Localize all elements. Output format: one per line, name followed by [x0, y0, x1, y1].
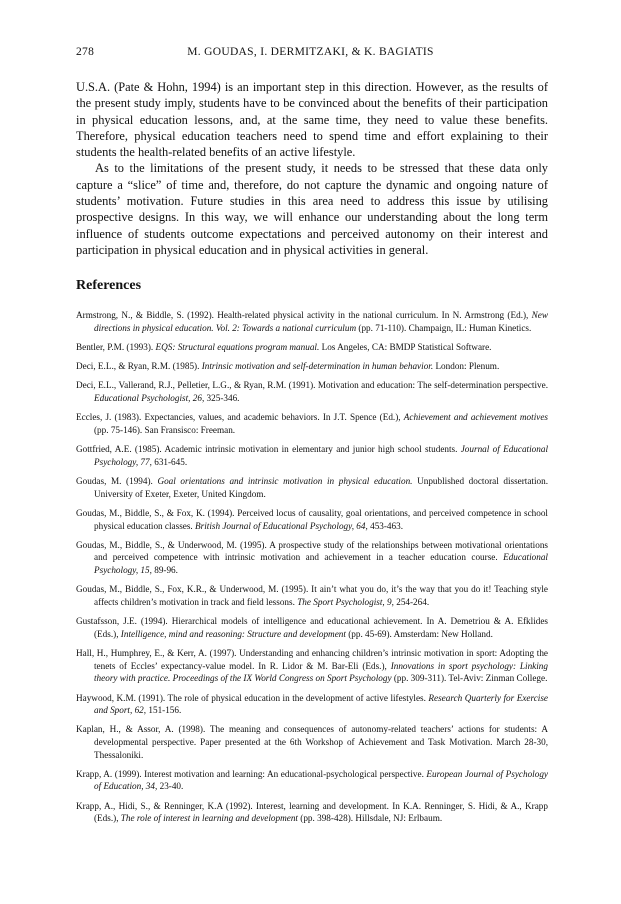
reference-entry: Deci, E.L., Vallerand, R.J., Pelletier, L.G., & Ryan, R.M. (1991). Motivation and education: The self-determination perspective. Educational Psychologist, 26, 325-346.: [76, 380, 548, 404]
references-list: [76, 309, 548, 832]
reference-entry: Bentler, P.M. (1993). EQS: Structural equations program manual. Los Angeles, CA: BMDP Statistical Software.: [76, 341, 492, 352]
reference-entry: Kaplan, H., & Assor, A. (1998). The meaning and consequences of autonomy-related teachers’ actions for students: A developmental perspective. Paper presented at the 6th Workshop of Achievement and Task Motivation. March 28-30, Thessaloniki.: [76, 724, 548, 760]
body-text: [76, 79, 548, 258]
reference-entry: Hall, H., Humphrey, E., & Kerr, A. (1997). Understanding and enhancing children’s intrinsic motivation in sport: Adopting the tenets of Eccles’ expectancy-value model. In R. Lidor & M. Bar-Eli (Eds.), Innovations in sport psychology: Linking theory with practice. Proceedings of the IX World Congress on Sport Psychology (pp. 309-311). Tel-Aviv: Zinman College.: [76, 648, 548, 684]
reference-entry: Goudas, M., Biddle, S., Fox, K.R., & Underwood, M. (1995). It ain’t what you do, it’s the way that you do it! Teaching style affects children’s motivation in track and field lessons. The Sport Psychologist, 9, 254-264.: [76, 584, 548, 607]
references-heading: References: [76, 278, 142, 293]
reference-entry: Krapp, A. (1999). Interest motivation and learning: An educational-psychological perspective. European Journal of Psychology of Education, 34, 23-40.: [76, 768, 548, 792]
reference-entry: Goudas, M., Biddle, S., & Fox, K. (1994). Perceived locus of causality, goal orientations, and perceived competence in school physical education classes. British Journal of Educational Psychology, 64, 453-463.: [76, 507, 548, 531]
page-header: [76, 46, 545, 62]
reference-entry: Haywood, K.M. (1991). The role of physical education in the development of active lifestyles. Research Quarterly for Exercise and Sport, 62, 151-156.: [76, 692, 548, 716]
reference-entry: Gustafsson, J.E. (1994). Hierarchical models of intelligence and educational achievement. In A. Demetriou & A. Efklides (Eds.), Intelligence, mind and reasoning: Structure and development (pp. 45-69). Amsterdam: New Holland.: [76, 616, 548, 639]
body-paragraph: As to the limitations of the present study, it needs to be stressed that these data only capture a “slice” of time and, therefore, do not capture the dynamic and ongoing nature of students’ motivation. Future studies in this area need to address this issue by utilising prospective designs. In this way, we will enhance our understanding about the long term influence of students outcome expectations and perceived autonomy on their interest and participation in physical education and in physical activities in general.: [76, 161, 548, 257]
body-paragraph: U.S.A. (Pate & Hohn, 1994) is an important step in this direction. However, as the results of the present study imply, students have to be convinced about the benefits of their participation in physical education lessons, and, at the same time, they need to value these benefits. Therefore, physical education teachers need to spend time and effort explaining to their students the health-related benefits of an active lifestyle.: [76, 80, 548, 160]
page-number: 278: [76, 46, 95, 58]
reference-entry: Eccles, J. (1983). Expectancies, values, and academic behaviors. In J.T. Spence (Ed.), Achievement and achievement motives (pp. 75-146). San Fransisco: Freeman.: [76, 412, 548, 435]
running-head: M. GOUDAS, I. DERMITZAKI, & K. BAGIATIS: [187, 46, 434, 58]
reference-entry: Gottfried, A.E. (1985). Academic intrinsic motivation in elementary and junior high school students. Journal of Educational Psychology, 77, 631-645.: [76, 444, 548, 467]
reference-entry: Armstrong, N., & Biddle, S. (1992). Health-related physical activity in the national curriculum. In N. Armstrong (Ed.), New directions in physical education. Vol. 2: Towards a national curriculum (pp. 71-110). Champaign, IL: Human Kinetics.: [76, 310, 548, 333]
reference-entry: Goudas, M. (1994). Goal orientations and intrinsic motivation in physical education. Unpublished doctoral dissertation. University of Exeter, Exeter, United Kingdom.: [76, 476, 549, 499]
reference-entry: Goudas, M., Biddle, S., & Underwood, M. (1995). A prospective study of the relationships between motivational orientations and perceived competence with intrinsic motivation and achievement in a teacher education course. Educational Psychology, 15, 89-96.: [76, 539, 548, 575]
reference-entry: Krapp, A., Hidi, S., & Renninger, K.A (1992). Interest, learning and development. In K.A. Renninger, S. Hidi, & A., Krapp (Eds.), The role of interest in learning and development (pp. 398-428). Hillsdale, NJ: Erlbaum.: [76, 800, 548, 824]
reference-entry: Deci, E.L., & Ryan, R.M. (1985). Intrinsic motivation and self-determination in human behavior. London: Plenum.: [76, 361, 500, 372]
